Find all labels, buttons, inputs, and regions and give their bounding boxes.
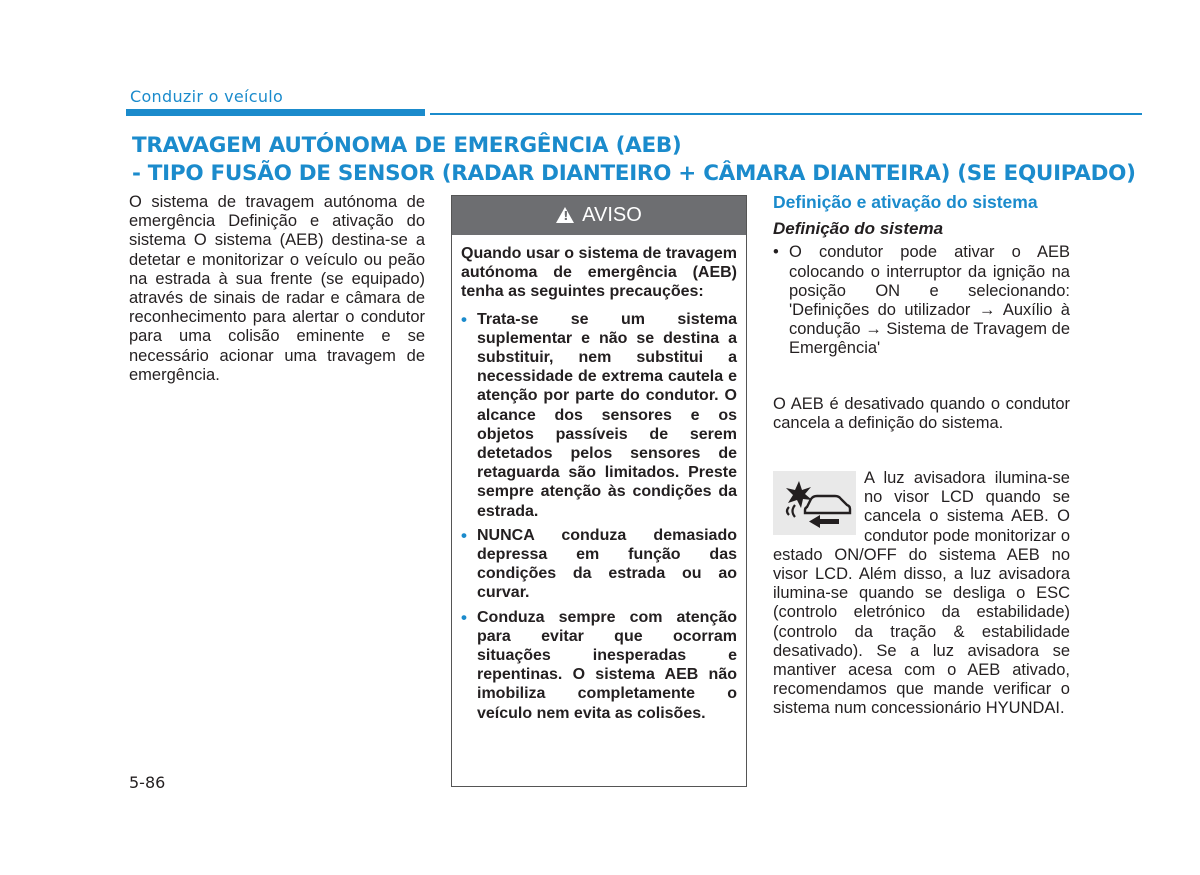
- page-title: [132, 132, 1142, 188]
- warning-header: [452, 196, 746, 235]
- deactivation-paragraph: O AEB é desativado quando o condutor cancela a definição do sistema.: [773, 394, 1070, 432]
- warning-body: [452, 235, 746, 723]
- warning-intro: Quando usar o sistema de travagem autónoma de emergência (AEB) tenha as seguintes precauções:: [461, 245, 737, 301]
- setting-bullet: • O condutor pode ativar o AEB colocando o interruptor da ignição na posição ON e selecionando: 'Definições do utilizador → Auxílio à condução → Sistema de Travagem de Emergência': [773, 243, 1070, 358]
- warning-triangle-icon: [556, 207, 574, 223]
- right-column: [773, 193, 1070, 719]
- section-label: Conduzir o veículo: [130, 87, 284, 106]
- subsection-heading: Definição do sistema: [773, 219, 944, 239]
- warning-light-block: [773, 469, 1070, 719]
- warning-item: • Trata-se se um sistema suplementar e não se destina a substituir, nem substitui a necessidade de extrema cautela e atenção por parte do condutor. O alcance dos sensores e os objetos passíveis de serem detetados pelos sensores de retaguarda são limitados. Preste sempre atenção às condições da estrada.: [461, 310, 737, 521]
- warning-item: • NUNCA conduza demasiado depressa em função das condições da estrada ou ao curvar.: [461, 526, 737, 603]
- header-rule-thin: [430, 113, 1142, 115]
- title-line-1: TRAVAGEM AUTÓNOMA DE EMERGÊNCIA (AEB): [132, 133, 682, 158]
- warning-box: [451, 195, 747, 787]
- warning-heading: AVISO: [582, 204, 642, 226]
- page-number: 5-86: [129, 773, 166, 792]
- aeb-warning-light-icon: [773, 471, 856, 535]
- title-line-2: - TIPO FUSÃO DE SENSOR (RADAR DIANTEIRO + CÂMARA DIANTEIRA) (SE EQUIPADO): [132, 161, 1136, 186]
- warning-light-paragraph: A luz avisadora ilumina-se no visor LCD quando se cancela o sistema AEB. O condutor pode monitorizar o estado ON/OFF do sistema AEB no visor LCD. Além disso, a luz avisadora ilumina-se quando se desliga o ESC (controlo eletrónico da estabilidade) (controlo da tração & estabilidade desativado). Se a luz avisadora se mantiver acesa com o AEB ativado, recomendamos que mande verificar o sistema num concessionário HYUNDAI.: [773, 469, 1070, 718]
- header-rule-thick: [126, 109, 425, 116]
- warning-item: • Conduza sempre com atenção para evitar que ocorram situações inesperadas e repentinas. O sistema AEB não imobiliza completamente o veículo nem evita as colisões.: [461, 608, 737, 723]
- warning-list: [461, 310, 737, 723]
- section-heading: Definição e ativação do sistema: [773, 192, 1038, 212]
- intro-paragraph: O sistema de travagem autónoma de emergência Definição e ativação do sistema O sistema (AEB) destina-se a detetar e monitorizar o veículo ou peão na estrada à sua frente (se equipado) através de sinais de radar e câmara de reconhecimento para alertar o condutor para uma colisão eminente e se necessário acionar uma travagem de emergência.: [129, 193, 425, 384]
